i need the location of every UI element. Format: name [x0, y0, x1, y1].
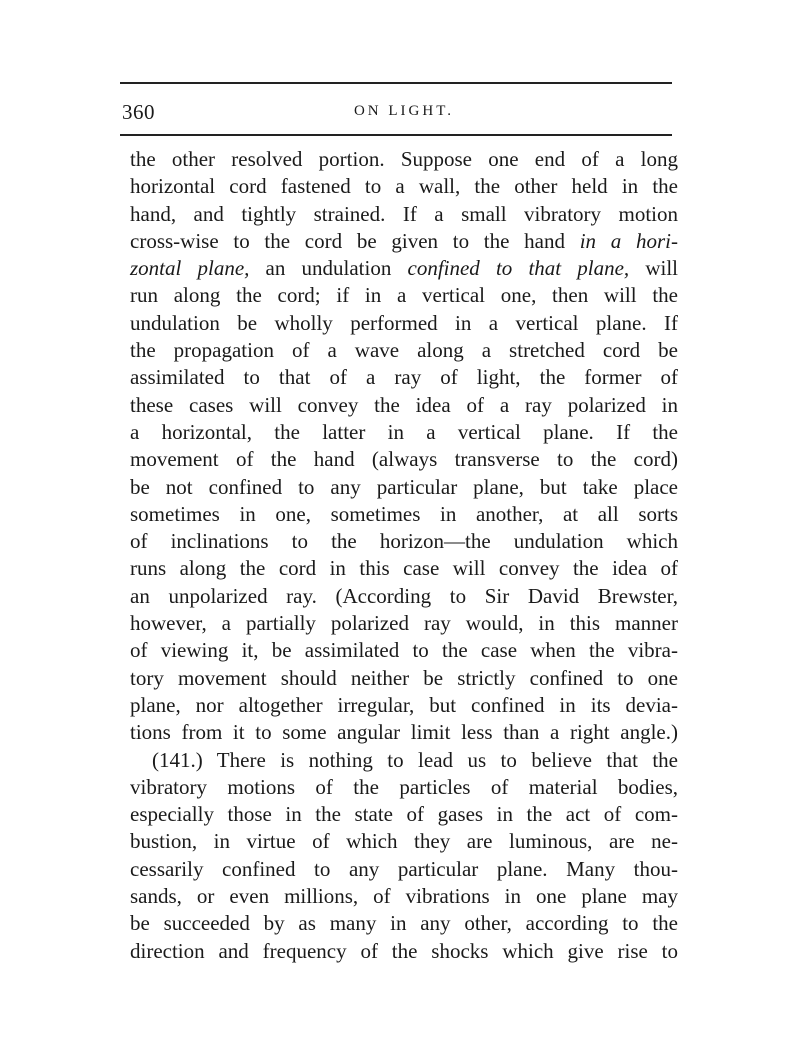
text-line [130, 938, 678, 965]
text-segment: an unpolarized ray. (According to Sir David Brewster, [130, 583, 678, 608]
text-line [130, 910, 678, 937]
text-line [130, 419, 678, 446]
text-line [130, 747, 678, 774]
text-segment: runs along the cord in this case will convey the idea of [130, 556, 678, 581]
text-segment: the other resolved portion. Suppose one end of a long [130, 147, 678, 171]
header-rule [120, 134, 672, 136]
text-segment: direction and frequency of the shocks which give rise to [130, 938, 678, 963]
text-segment: undulation be wholly performed in a vertical plane. If [130, 310, 678, 335]
text-line [130, 583, 678, 610]
text-segment: movement of the hand (always transverse to the cord) [130, 447, 678, 472]
italic-text: confined to that plane, [407, 256, 630, 281]
text-line [130, 201, 678, 228]
text-line [130, 228, 678, 255]
text-line [130, 801, 678, 828]
text-line [130, 856, 678, 883]
page-number: 360 [122, 100, 155, 124]
text-segment: will [629, 256, 678, 281]
text-segment: especially those in the state of gases in the act of com- [130, 802, 678, 827]
text-line [130, 282, 678, 309]
text-line [130, 364, 678, 391]
text-line [130, 392, 678, 419]
text-line [130, 719, 678, 746]
text-line [130, 637, 678, 664]
italic-text: zontal plane, [130, 256, 250, 281]
text-segment: however, a partially polarized ray would, in this manner [130, 611, 678, 636]
text-segment: of inclinations to the horizon—the undulation which [130, 529, 678, 554]
text-segment: an undulation [249, 256, 408, 281]
text-segment: plane, nor altogether irregular, but confined in its devia- [130, 692, 678, 717]
text-segment: tions from it to some angular limit less than a right angle.) [130, 720, 678, 745]
text-segment: (141.) There is nothing to lead us to believe that the [152, 747, 678, 772]
text-segment: sometimes in one, sometimes in another, at all sorts [130, 501, 678, 526]
body-text [130, 146, 678, 965]
text-line [130, 337, 678, 364]
text-line [130, 501, 678, 528]
text-segment: a horizontal, the latter in a vertical plane. If the [130, 419, 678, 444]
text-line [130, 446, 678, 473]
text-line [130, 146, 678, 173]
text-segment: be not confined to any particular plane, but take place [130, 474, 678, 499]
text-line [130, 255, 678, 282]
text-line [130, 665, 678, 692]
text-segment: tory movement should neither be strictly confined to one [130, 665, 678, 690]
text-segment: bustion, in virtue of which they are luminous, are ne- [130, 829, 678, 854]
text-segment: the propagation of a wave along a stretched cord be [130, 338, 678, 363]
text-line [130, 883, 678, 910]
text-segment: of viewing it, be assimilated to the case when the vibra- [130, 638, 678, 663]
text-segment: cessarily confined to any particular plane. Many thou- [130, 856, 678, 881]
text-line [130, 173, 678, 200]
text-line [130, 692, 678, 719]
text-line [130, 474, 678, 501]
text-segment: assimilated to that of a ray of light, the former of [130, 365, 678, 390]
text-segment: cross-wise to the cord be given to the hand [130, 228, 580, 253]
text-segment: sands, or even millions, of vibrations in one plane may [130, 884, 678, 909]
text-line [130, 828, 678, 855]
running-title: ON LIGHT. [353, 103, 455, 119]
text-line [130, 610, 678, 637]
text-segment: these cases will convey the idea of a ray polarized in [130, 392, 678, 417]
text-segment: vibratory motions of the particles of material bodies, [130, 774, 678, 799]
text-line [130, 555, 678, 582]
italic-text: in a hori- [579, 228, 678, 253]
text-segment: run along the cord; if in a vertical one, then will the [130, 283, 678, 308]
text-segment: be succeeded by as many in any other, according to the [130, 911, 678, 936]
text-segment: hand, and tightly strained. If a small vibratory motion [130, 201, 678, 226]
text-line [130, 528, 678, 555]
text-line [130, 310, 678, 337]
top-rule [120, 82, 672, 84]
text-segment: horizontal cord fastened to a wall, the other held in the [130, 174, 678, 199]
text-line [130, 774, 678, 801]
